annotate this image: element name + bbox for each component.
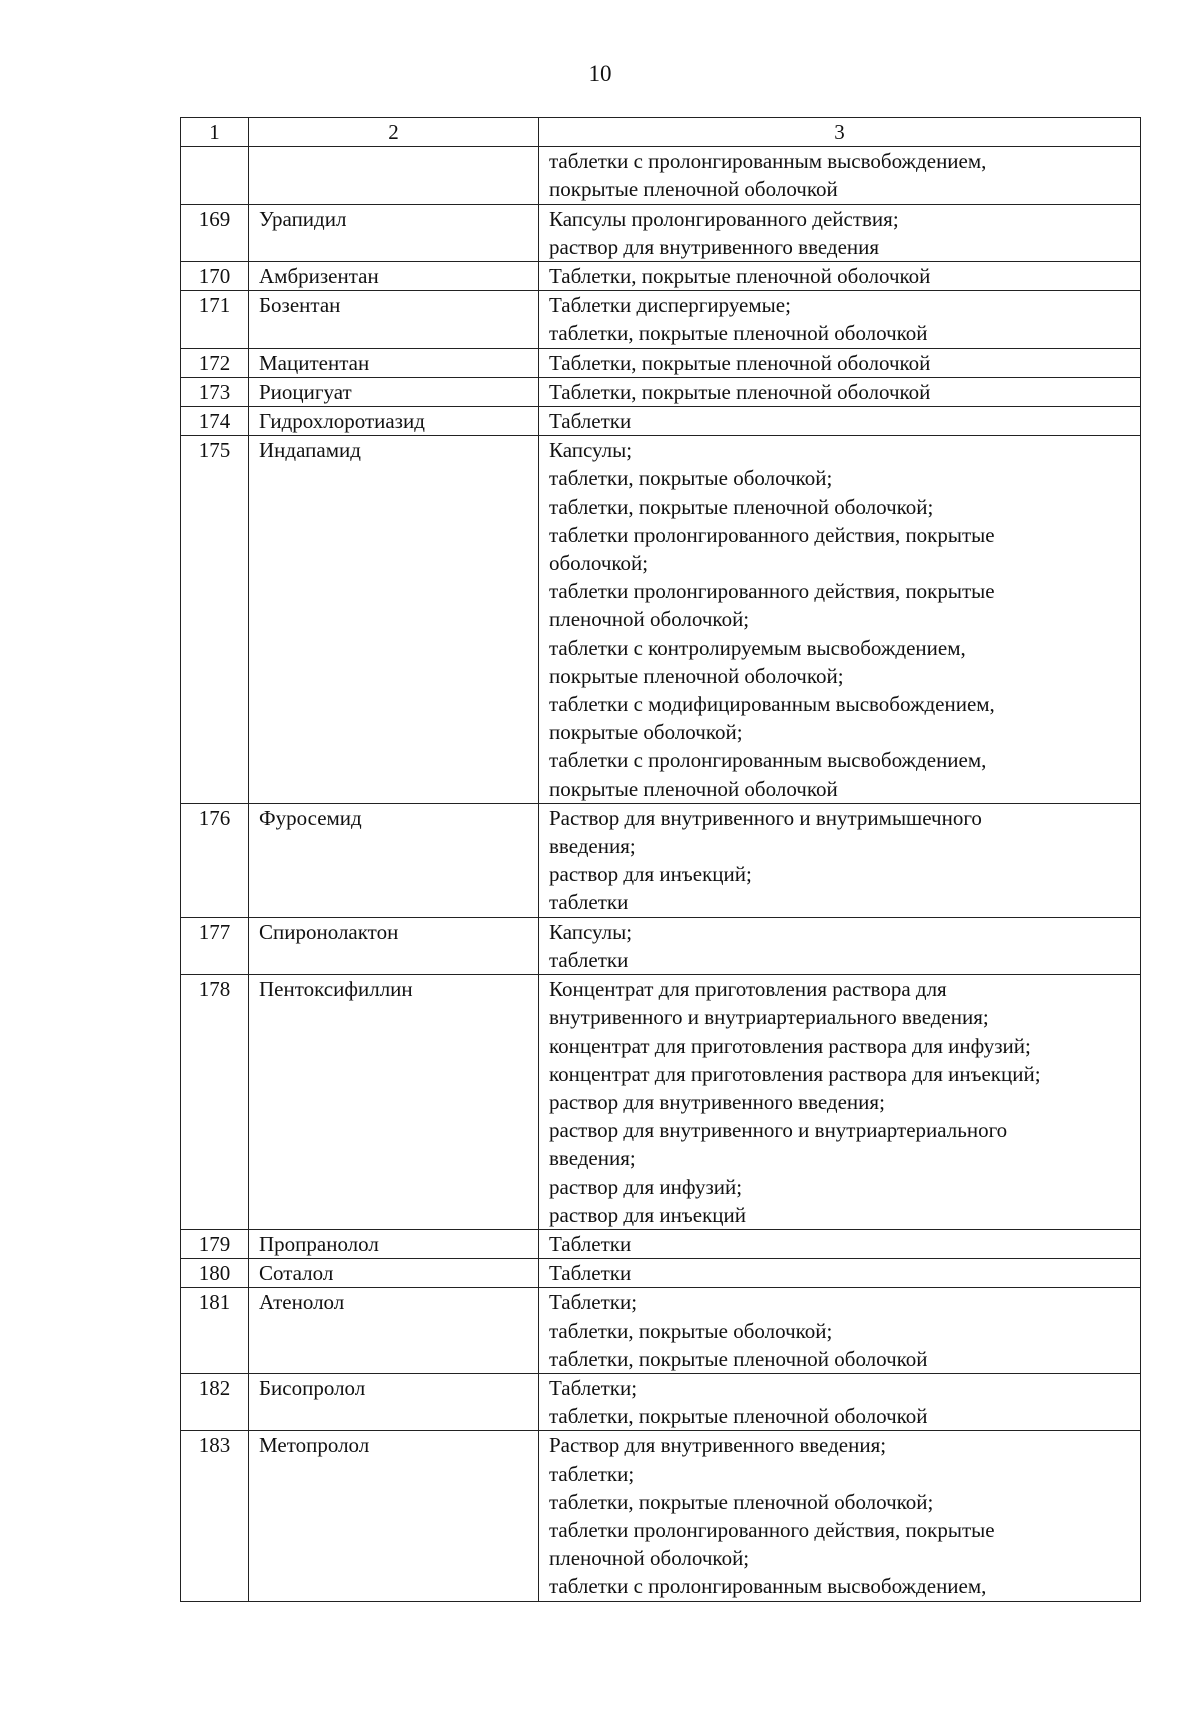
row-number: 182 (181, 1373, 249, 1430)
dosage-forms (539, 291, 1141, 348)
drug-name: Урапидил (249, 204, 539, 261)
drug-name: Бозентан (249, 291, 539, 348)
dosage-forms (539, 1431, 1141, 1601)
dosage-form-line: таблетки с пролонгированным высвобождением, (549, 149, 987, 174)
header-col-3: 3 (539, 118, 1141, 147)
dosage-forms (539, 436, 1141, 804)
dosage-forms (539, 204, 1141, 261)
dosage-form-line: раствор для внутривенного введения (549, 234, 880, 259)
drug-table (180, 117, 1141, 1602)
drug-name: Риоцигуат (249, 377, 539, 406)
dosage-form-line: Таблетки (549, 409, 632, 434)
row-number: 178 (181, 975, 249, 1230)
dosage-form-line: введения; (549, 1146, 636, 1171)
dosage-form-line: Таблетки (549, 1231, 632, 1256)
table-row (181, 436, 1141, 804)
drug-name: Метопролол (249, 1431, 539, 1601)
dosage-forms (539, 803, 1141, 917)
row-number: 172 (181, 348, 249, 377)
dosage-form-line: таблетки, покрытые оболочкой; (549, 1318, 833, 1343)
dosage-form-line: покрытые пленочной оболочкой (549, 177, 838, 202)
dosage-forms (539, 1259, 1141, 1288)
dosage-form-line: Таблетки; (549, 1290, 638, 1315)
dosage-form-line: Таблетки, покрытые пленочной оболочкой (549, 379, 931, 404)
dosage-form-line: таблетки, покрытые пленочной оболочкой (549, 1346, 928, 1371)
dosage-forms (539, 348, 1141, 377)
table-row (181, 262, 1141, 291)
table-row (181, 803, 1141, 917)
dosage-form-line: оболочкой; (549, 551, 649, 576)
dosage-form-line: таблетки с модифицированным высвобождением, (549, 692, 995, 717)
row-number (181, 147, 249, 204)
drug-name: Амбризентан (249, 262, 539, 291)
dosage-form-line: таблетки пролонгированного действия, покрытые (549, 1517, 995, 1542)
dosage-form-line: концентрат для приготовления раствора для инфузий; (549, 1033, 1031, 1058)
row-number: 180 (181, 1259, 249, 1288)
table-row (181, 407, 1141, 436)
dosage-form-line: Таблетки (549, 1261, 632, 1286)
row-number: 179 (181, 1229, 249, 1258)
row-number: 181 (181, 1288, 249, 1374)
dosage-forms (539, 1229, 1141, 1258)
dosage-form-line: Раствор для внутривенного введения; (549, 1433, 887, 1458)
dosage-form-line: Капсулы пролонгированного действия; (549, 206, 899, 231)
dosage-form-line: введения; (549, 834, 636, 859)
header-col-1: 1 (181, 118, 249, 147)
dosage-form-line: Капсулы; (549, 438, 633, 463)
table-row (181, 1373, 1141, 1430)
dosage-form-line: таблетки (549, 947, 629, 972)
dosage-form-line: концентрат для приготовления раствора для инъекций; (549, 1061, 1041, 1086)
row-number: 169 (181, 204, 249, 261)
dosage-form-line: раствор для инфузий; (549, 1174, 743, 1199)
dosage-form-line: таблетки, покрытые оболочкой; (549, 466, 833, 491)
drug-name: Бисопролол (249, 1373, 539, 1430)
table-row (181, 1259, 1141, 1288)
drug-name: Пентоксифиллин (249, 975, 539, 1230)
table-body (181, 147, 1141, 1601)
table-header (181, 118, 1141, 147)
table-row (181, 917, 1141, 974)
dosage-form-line: таблетки, покрытые пленочной оболочкой (549, 321, 928, 346)
dosage-form-line: покрытые оболочкой; (549, 720, 743, 745)
dosage-form-line: покрытые пленочной оболочкой (549, 776, 838, 801)
dosage-form-line: таблетки, покрытые пленочной оболочкой; (549, 494, 934, 519)
row-number: 173 (181, 377, 249, 406)
dosage-form-line: Таблетки, покрытые пленочной оболочкой (549, 350, 931, 375)
dosage-form-line: таблетки пролонгированного действия, покрытые (549, 522, 995, 547)
dosage-form-line: пленочной оболочкой; (549, 1546, 750, 1571)
dosage-form-line: Таблетки, покрытые пленочной оболочкой (549, 264, 931, 289)
table-row (181, 147, 1141, 204)
drug-name: Атенолол (249, 1288, 539, 1374)
table-row (181, 204, 1141, 261)
dosage-form-line: таблетки пролонгированного действия, покрытые (549, 579, 995, 604)
header-col-2: 2 (249, 118, 539, 147)
dosage-form-line: таблетки; (549, 1461, 635, 1486)
drug-name: Спиронолактон (249, 917, 539, 974)
drug-name: Мацитентан (249, 348, 539, 377)
dosage-form-line: Раствор для внутривенного и внутримышечного (549, 805, 982, 830)
dosage-form-line: Концентрат для приготовления раствора для (549, 977, 947, 1002)
dosage-form-line: таблетки с пролонгированным высвобождением, (549, 1574, 987, 1599)
dosage-form-line: раствор для инъекций; (549, 862, 752, 887)
table-row (181, 1229, 1141, 1258)
row-number: 170 (181, 262, 249, 291)
dosage-form-line: пленочной оболочкой; (549, 607, 750, 632)
dosage-form-line: таблетки, покрытые пленочной оболочкой (549, 1404, 928, 1429)
dosage-form-line: внутривенного и внутриартериального введения; (549, 1005, 989, 1030)
drug-name: Гидрохлоротиазид (249, 407, 539, 436)
dosage-forms (539, 407, 1141, 436)
dosage-form-line: раствор для внутривенного введения; (549, 1089, 885, 1114)
page-number: 10 (588, 61, 612, 86)
dosage-form-line: таблетки с контролируемым высвобождением, (549, 635, 966, 660)
row-number: 175 (181, 436, 249, 804)
table-row (181, 348, 1141, 377)
dosage-form-line: Таблетки диспергируемые; (549, 293, 791, 318)
table-row (181, 1431, 1141, 1601)
dosage-forms (539, 1288, 1141, 1374)
drug-name: Индапамид (249, 436, 539, 804)
dosage-form-line: таблетки (549, 890, 629, 915)
drug-name: Соталол (249, 1259, 539, 1288)
row-number: 176 (181, 803, 249, 917)
row-number: 174 (181, 407, 249, 436)
dosage-form-line: раствор для внутривенного и внутриартериального (549, 1118, 1008, 1143)
dosage-form-line: Таблетки; (549, 1375, 638, 1400)
dosage-forms (539, 975, 1141, 1230)
dosage-form-line: покрытые пленочной оболочкой; (549, 663, 844, 688)
drug-name: Фуросемид (249, 803, 539, 917)
table-row (181, 377, 1141, 406)
table-row (181, 975, 1141, 1230)
table-row (181, 1288, 1141, 1374)
drug-name (249, 147, 539, 204)
row-number: 183 (181, 1431, 249, 1601)
dosage-form-line: таблетки, покрытые пленочной оболочкой; (549, 1489, 934, 1514)
header-row (181, 118, 1141, 147)
row-number: 177 (181, 917, 249, 974)
dosage-form-line: Капсулы; (549, 919, 633, 944)
dosage-forms (539, 262, 1141, 291)
row-number: 171 (181, 291, 249, 348)
drug-name: Пропранолол (249, 1229, 539, 1258)
dosage-form-line: таблетки с пролонгированным высвобождением, (549, 748, 987, 773)
dosage-forms (539, 1373, 1141, 1430)
dosage-forms (539, 917, 1141, 974)
table-row (181, 291, 1141, 348)
dosage-forms (539, 377, 1141, 406)
dosage-form-line: раствор для инъекций (549, 1202, 746, 1227)
dosage-forms (539, 147, 1141, 204)
